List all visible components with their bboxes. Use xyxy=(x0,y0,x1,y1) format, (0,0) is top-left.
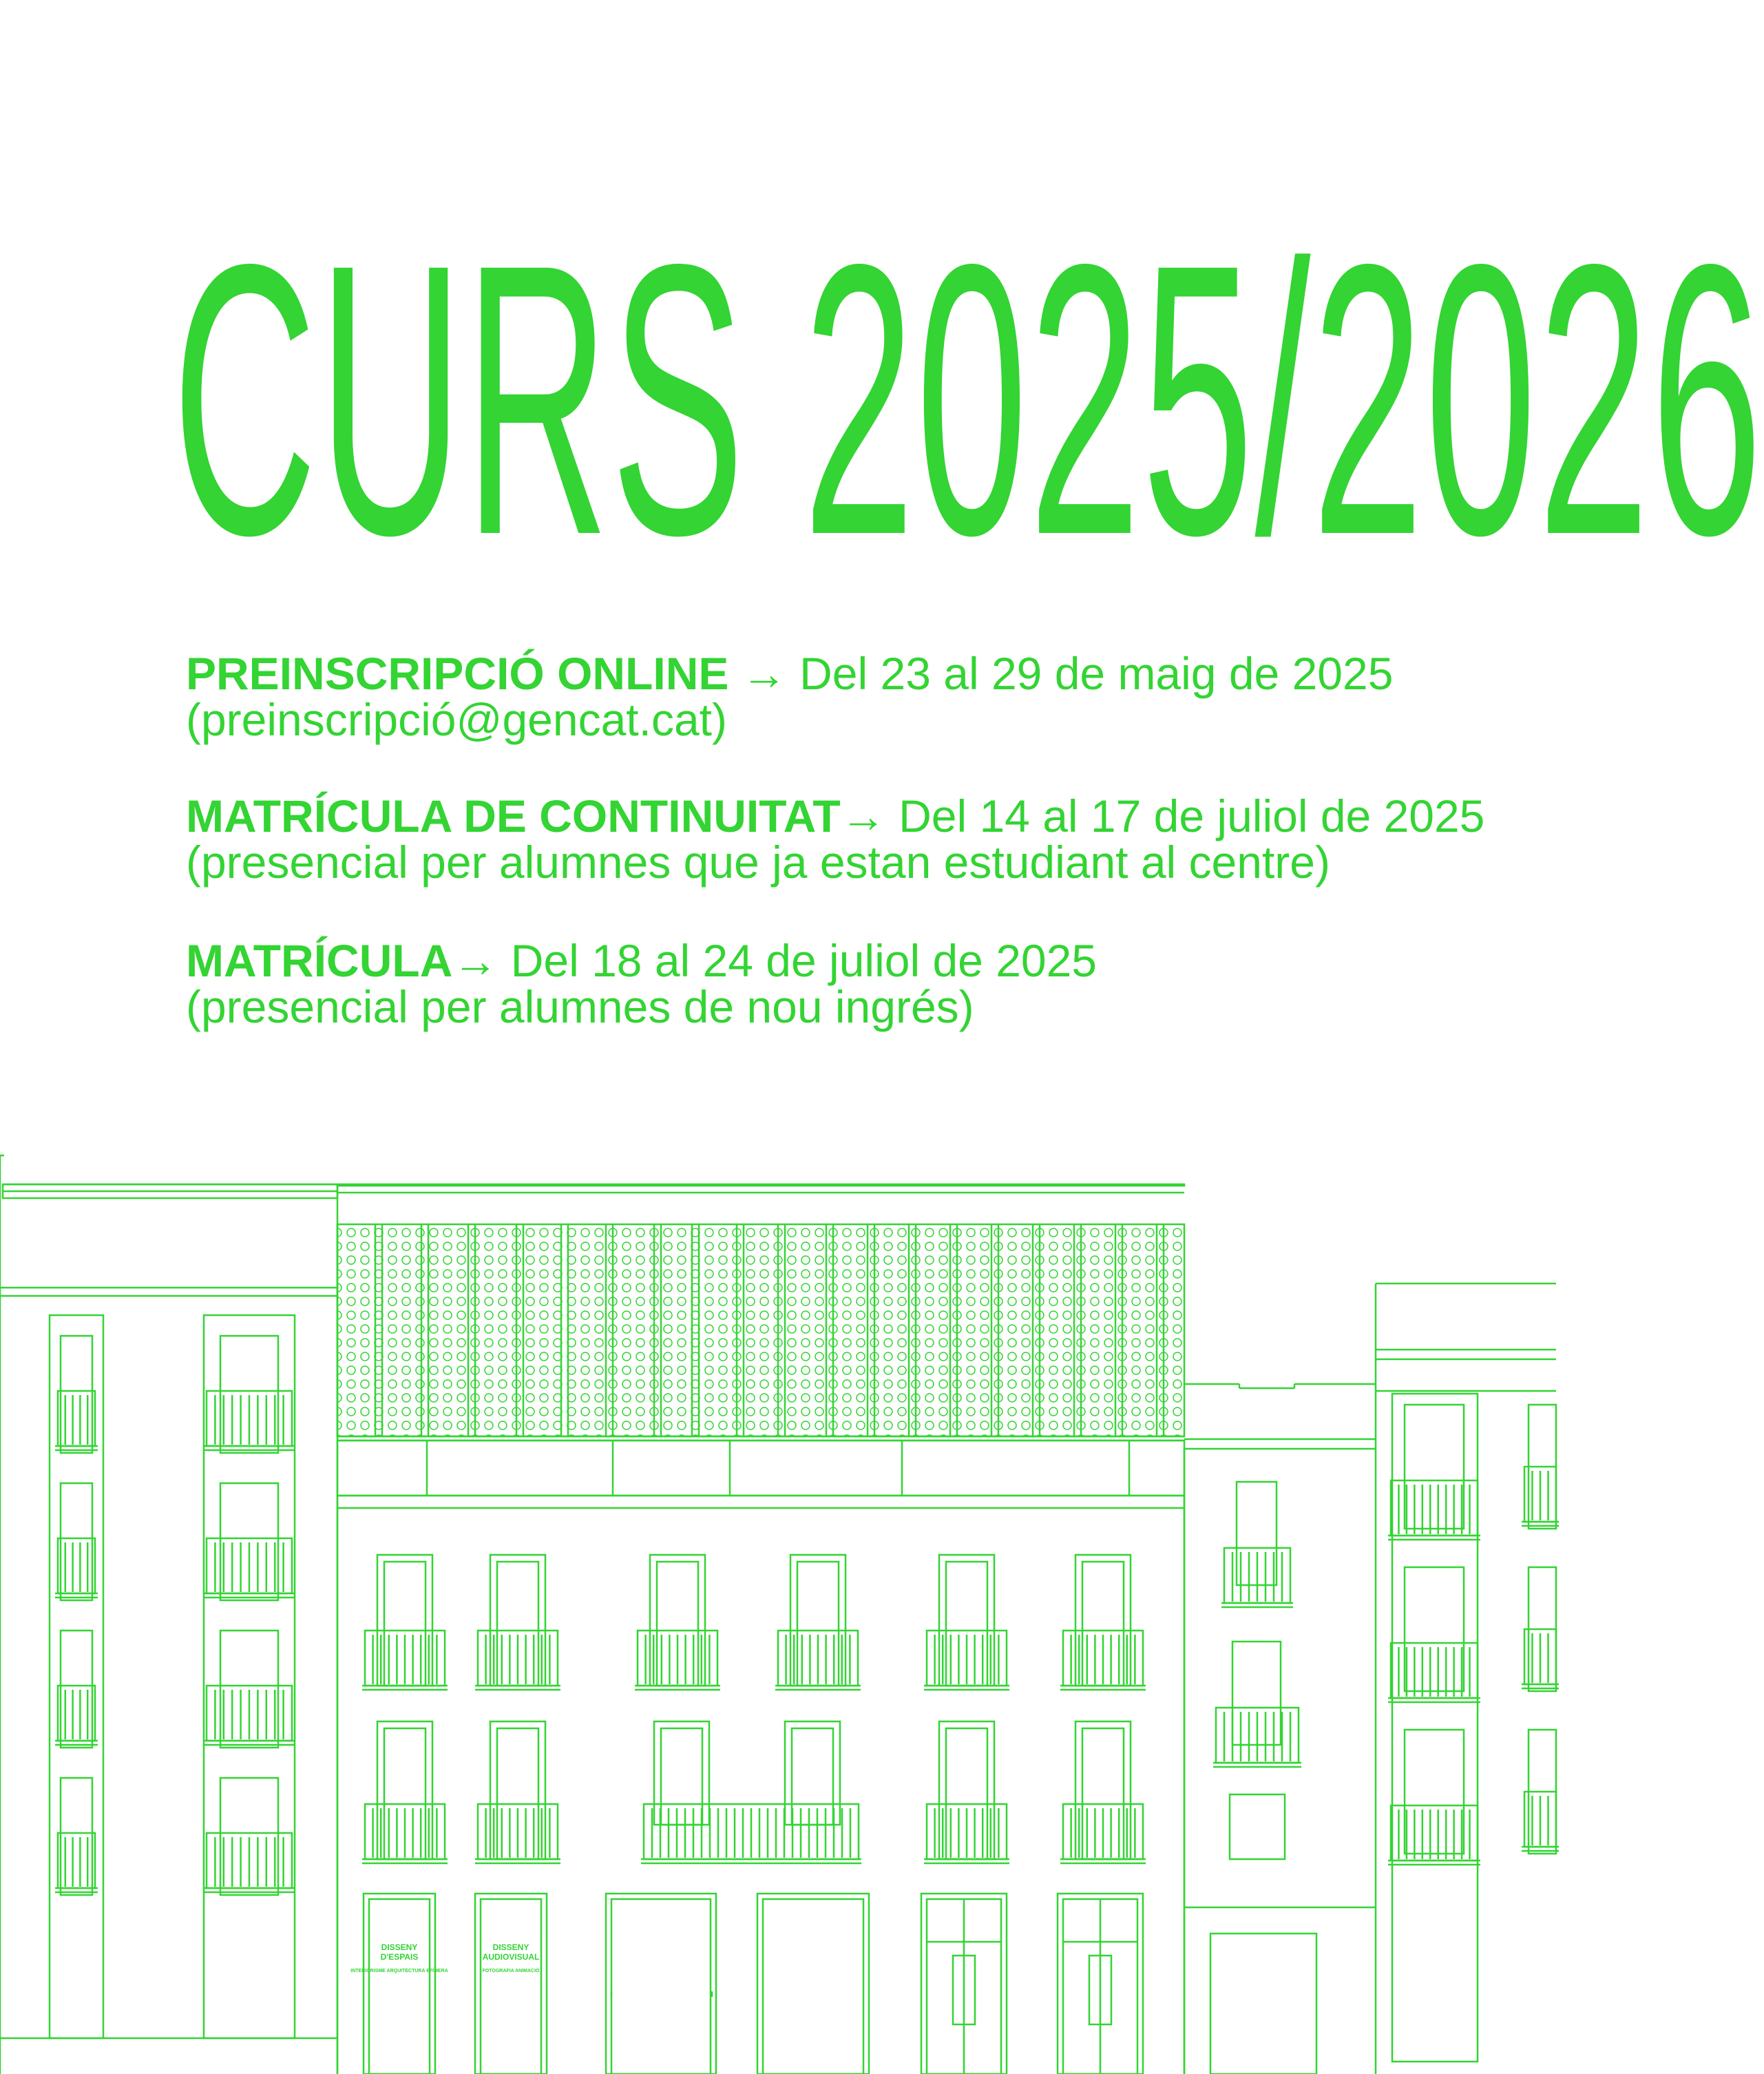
door-frame xyxy=(757,1894,869,2074)
course-title: CURS 2025/2026 xyxy=(172,184,1764,615)
info-note: (presencial per alumnes que ja estan estudiant al centre) xyxy=(186,837,1330,888)
window-glass xyxy=(792,1728,833,1825)
balcony-railing xyxy=(58,1686,95,1741)
door-sign-title: DISSENY xyxy=(381,1942,418,1952)
info-heading: MATRÍCULA DE CONTINUITAT xyxy=(186,790,841,841)
door-panel xyxy=(763,1899,863,2074)
balcony-railing xyxy=(58,1833,95,1888)
arrow-icon: → xyxy=(741,648,787,699)
window-frame xyxy=(1405,1567,1464,1691)
window-frame xyxy=(1230,1794,1285,1859)
garage-door xyxy=(1210,1934,1316,2074)
door-panel xyxy=(481,1899,541,2074)
info-dates: Del 23 al 29 de maig de 2025 xyxy=(799,648,1394,699)
door-sign-title: DISSENY xyxy=(492,1942,529,1952)
info-matricula xyxy=(186,935,1098,1033)
info-dates: Del 14 al 17 de juliol de 2025 xyxy=(899,790,1485,841)
door-sign-title: D'ESPAIS xyxy=(380,1952,419,1962)
info-heading: MATRÍCULA xyxy=(186,935,453,986)
window-frame xyxy=(1405,1730,1464,1854)
info-note: (presencial per alumnes de nou ingrés) xyxy=(186,981,974,1033)
building-facade-illustration xyxy=(0,1143,1556,2074)
window-glass xyxy=(661,1728,702,1825)
door-sign-subtitle: INTERIORISME ARQUITECTURA EFÍMERA xyxy=(350,1969,448,1973)
door-frame xyxy=(606,1894,716,2074)
info-preinscripcio xyxy=(186,648,1394,746)
info-dates: Del 18 al 24 de juliol de 2025 xyxy=(510,935,1098,986)
door-sign-title: AUDIOVISUAL xyxy=(482,1952,540,1962)
door-frame xyxy=(475,1894,547,2074)
balcony-railing xyxy=(58,1538,95,1593)
door-panel xyxy=(369,1899,430,2074)
arrow-icon: → xyxy=(840,790,886,841)
info-heading: PREINSCRIPCIÓ ONLINE xyxy=(186,648,729,699)
arrow-icon: → xyxy=(452,935,498,986)
door-panel xyxy=(611,1899,711,2074)
door-frame xyxy=(364,1894,435,2074)
roof-terrace xyxy=(337,1441,1184,1496)
lattice-screen xyxy=(337,1224,1184,1436)
balcony-railing xyxy=(58,1391,95,1446)
door-sign-subtitle: FOTOGRAFIA ANIMACIÓ xyxy=(482,1969,540,1973)
info-note: (preinscripció@gencat.cat) xyxy=(186,694,727,746)
window-frame xyxy=(1405,1405,1464,1529)
info-matricula-continuitat xyxy=(186,790,1485,888)
